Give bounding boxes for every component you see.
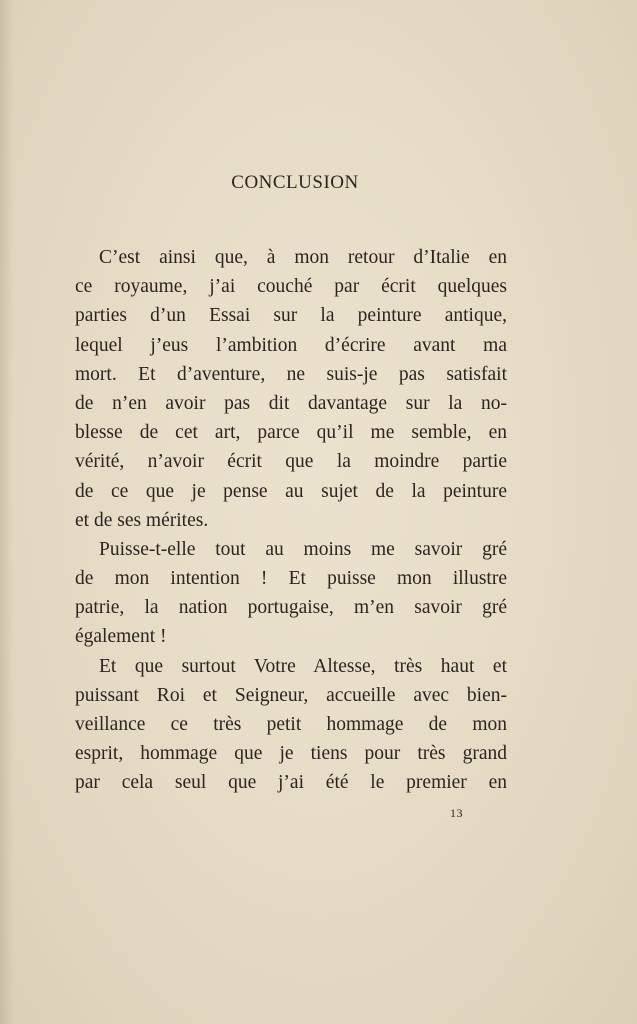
- text-line: puissant Roi et Seigneur, accueille avec bien-: [75, 684, 507, 706]
- page-number: 13: [450, 806, 463, 820]
- text-line: par cela seul que j’ai été le premier en: [75, 772, 507, 794]
- text-line: Et que surtout Votre Altesse, très haut et: [99, 655, 507, 677]
- text-line: parties d’un Essai sur la peinture antique,: [75, 305, 507, 327]
- text-line: blesse de cet art, parce qu’il me semble, en: [75, 422, 507, 444]
- text-line: de ce que je pense au sujet de la peinture: [75, 480, 507, 502]
- text-line: également !: [75, 626, 167, 648]
- text-line: de mon intention ! Et puisse mon illustre: [75, 568, 507, 590]
- chapter-title: CONCLUSION: [231, 172, 359, 193]
- text-line: de n’en avoir pas dit davantage sur la no-: [75, 392, 507, 414]
- text-line: et de ses mérites.: [75, 509, 209, 531]
- text-line: lequel j’eus l’ambition d’écrire avant ma: [75, 334, 507, 356]
- text-line: patrie, la nation portugaise, m’en savoir gré: [75, 597, 507, 619]
- body-text: [75, 243, 507, 798]
- text-line: C’est ainsi que, à mon retour d’Italie en: [99, 247, 507, 268]
- text-line: esprit, hommage que je tiens pour très grand: [75, 743, 507, 765]
- text-line: mort. Et d’aventure, ne suis-je pas satisfait: [75, 363, 507, 385]
- page-edge-shadow: [0, 0, 14, 1024]
- text-line: vérité, n’avoir écrit que la moindre partie: [75, 451, 507, 473]
- text-line: ce royaume, j’ai couché par écrit quelques: [75, 276, 507, 298]
- text-line: Puisse-t-elle tout au moins me savoir gré: [99, 538, 507, 560]
- text-line: veillance ce très petit hommage de mon: [75, 714, 507, 735]
